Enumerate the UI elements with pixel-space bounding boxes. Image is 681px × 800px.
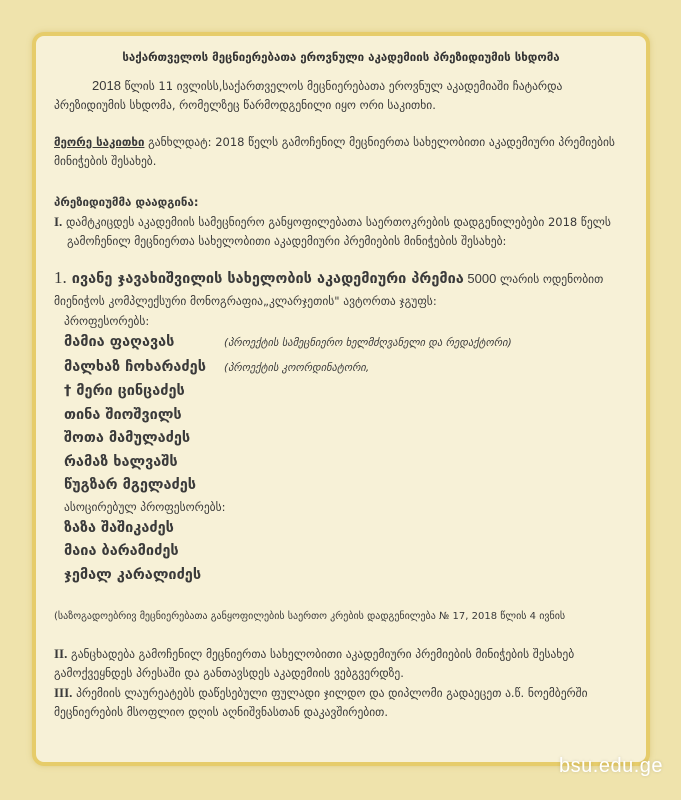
- point-1-text: დამტკიცდეს აკადემიის სამეცნიერო განყოფილებათა საერთოკრების დადგენილებები 2018 წელს გამოჩენილ მეცნიერთა სახელობითი აკადემიური პრემიების მინიჭების შესახებ:: [62, 215, 611, 248]
- person-row: [54, 517, 628, 541]
- person-name: ზაზა შაშიკაძეს: [64, 519, 174, 536]
- professors-label: პროფესორებს:: [64, 314, 150, 328]
- prize-number: 1.: [54, 268, 67, 287]
- associates-list: [54, 517, 628, 588]
- second-issue-label: მეორე საკითხი: [54, 135, 145, 149]
- point-3: [54, 683, 628, 722]
- person-row: [54, 404, 628, 428]
- person-row: [54, 427, 628, 451]
- person-name: მაია ბარამიძეს: [64, 543, 179, 559]
- person-name: წუგზარ მგელაძეს: [64, 477, 197, 493]
- prize-tail: ლარის ოდენობით მიენიჭოს კომპლექსური მონოგრაფია„კლარჯეთის" ავტორთა ჯგუფს:: [54, 272, 604, 308]
- person-name: რამაზ ხალვაშს: [64, 453, 178, 470]
- document-frame: [32, 32, 650, 766]
- person-name: თინა შიოშვილს: [64, 406, 182, 423]
- person-name: შოთა მამულაძეს: [64, 430, 191, 446]
- point-2-number: II.: [54, 646, 68, 661]
- document-content: [54, 48, 628, 722]
- prize-amount: 5000: [463, 271, 497, 286]
- document-title: საქართველოს მეცნიერებათა ეროვნული აკადემიის პრეზიდიუმის სხდომა: [122, 50, 560, 64]
- second-issue-text: განხლდატ: 2018 წელს გამოჩენილ მეცნიერთა სახელობითი აკადემიური პრემიების მინიჭების შესახებ.: [54, 135, 615, 168]
- person-name: † მერი ცინცაძეს: [64, 383, 185, 399]
- person-row: [54, 331, 628, 356]
- site-watermark: bsu.edu.ge: [559, 755, 663, 777]
- person-role: (პროექტის კოორდინატორი,: [224, 361, 370, 374]
- point-2-text: განცხადება გამოჩენილ მეცნიერთა სახელობითი აკადემიური პრემიების მინიჭების შესახებ გამოქვეყნდეს პრესაში და განთავსდეს აკადემიის ვებგვერდზე.: [54, 647, 575, 680]
- person-row: [54, 356, 628, 381]
- person-row: [54, 540, 628, 564]
- prize-name: ივანე ჯავახიშვილის სახელობის აკადემიური პრემია: [66, 271, 464, 287]
- decree-reference: (საზოგადოებრივ მეცნიერებათა განყოფილების საერთო კრების დადგენილება № 17, 2018 წლის 4 ივნის: [54, 611, 566, 622]
- second-issue-paragraph: [54, 133, 628, 171]
- person-name: მალხაზ ჩოხარაძეს: [64, 358, 206, 375]
- person-role: (პროექტის სამეცნიერო ხელმძღვანელი და რედაქტორი): [224, 337, 512, 349]
- point-3-text: პრემიის ლაურეატებს დაწესებული ფულადი ჯილდო და დიპლომი გადაეცეთ ა.წ. ნოემბერში მეცნიერების მსოფლიო დღის აღნიშვნასთან დაკავშირებით.: [54, 686, 588, 719]
- point-1: [54, 212, 628, 251]
- person-name: ჯემალ კარალიძეს: [64, 566, 202, 583]
- intro-text: წლის 11 ივლისს,საქართველოს მეცნიერებათა ეროვნულ აკადემიაში ჩატარდა პრეზიდიუმის სხდომა, რომელზეც წარმოდგენილი იყო ორი საკითხი.: [54, 79, 563, 112]
- point-1-number: I.: [54, 214, 63, 229]
- resolved-heading: პრეზიდიუმმა დაადგინა:: [54, 195, 199, 209]
- prize-block: [54, 267, 628, 312]
- intro-paragraph: [54, 76, 628, 115]
- person-row: [54, 451, 628, 475]
- person-name: მამია ფაღავას: [64, 334, 175, 350]
- person-row: [54, 564, 628, 588]
- point-2: [54, 644, 628, 683]
- intro-year: 2018: [92, 78, 121, 93]
- professors-list: [54, 331, 628, 498]
- point-3-number: III.: [54, 685, 73, 700]
- associates-label: ასოცირებულ პროფესორებს:: [64, 499, 226, 514]
- person-row: [54, 474, 628, 498]
- person-row: [54, 380, 628, 404]
